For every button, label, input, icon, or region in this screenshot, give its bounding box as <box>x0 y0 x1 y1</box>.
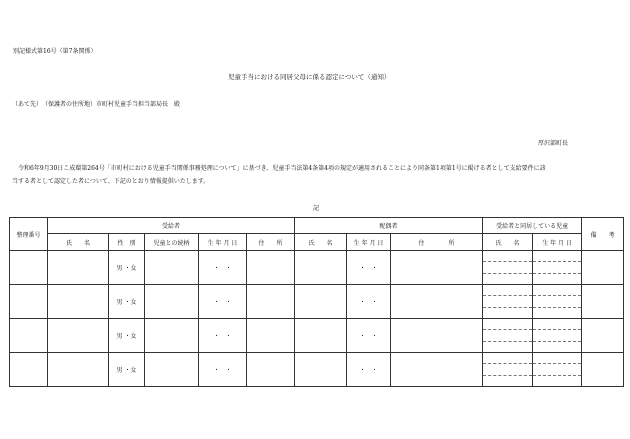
haigu-dob-cell[interactable]: ・ ・ <box>347 251 391 285</box>
seiri-cell[interactable] <box>10 319 48 353</box>
dokyo-name-cell[interactable] <box>483 285 533 319</box>
jukyu-dob-cell[interactable]: ・ ・ <box>199 285 247 319</box>
haigu-name-cell[interactable] <box>295 251 347 285</box>
jukyu-address-cell[interactable] <box>247 319 295 353</box>
document-title: 児童手当における同居父母に係る認定について（通知） <box>228 73 391 81</box>
jukyu-dob-cell[interactable]: ・ ・ <box>199 319 247 353</box>
dokyo-dob-cell[interactable] <box>533 251 582 285</box>
sub-jukyu-address: 住 所 <box>247 234 295 251</box>
sub-jukyu-relation: 児童との続柄 <box>145 234 199 251</box>
addressee: （あて先） （保護者の住所地）市町村児童手当担当部局長 殿 <box>12 101 181 108</box>
dokyo-dob-cell[interactable] <box>533 353 582 387</box>
jukyu-name-cell[interactable] <box>48 319 109 353</box>
jukyu-address-cell[interactable] <box>247 285 295 319</box>
haigu-name-cell[interactable] <box>295 285 347 319</box>
info-table <box>9 217 624 387</box>
sub-jukyu-name: 氏 名 <box>48 234 109 251</box>
biko-cell[interactable] <box>582 285 624 319</box>
table-row <box>10 251 624 285</box>
haigu-dob-cell[interactable]: ・ ・ <box>347 319 391 353</box>
jukyu-dob-cell[interactable]: ・ ・ <box>199 353 247 387</box>
relation-cell[interactable] <box>145 353 199 387</box>
jukyu-address-cell[interactable] <box>247 353 295 387</box>
sender: 厚沢部町長 <box>538 140 569 147</box>
body-line-1: 令和6年9月30日こ成環第264号「市町村における児童手当関係事務処理について」に基づき、児童手当法第4条第4項の規定が適用されることにより同条第1項第1号に掲げる者として支給要件に該 <box>18 165 546 172</box>
sub-haigu-name: 氏 名 <box>295 234 347 251</box>
table-row <box>10 285 624 319</box>
sub-dokyo-name: 氏 名 <box>483 234 533 251</box>
table-row <box>10 319 624 353</box>
dokyo-name-cell[interactable] <box>483 319 533 353</box>
relation-cell[interactable] <box>145 319 199 353</box>
seiri-cell[interactable] <box>10 285 48 319</box>
dokyo-dob-cell[interactable] <box>533 319 582 353</box>
header-biko: 備 考 <box>582 218 624 251</box>
dokyo-name-cell[interactable] <box>483 353 533 387</box>
gender-cell[interactable]: 男 ・女 <box>109 251 145 285</box>
dokyo-dob-cell[interactable] <box>533 285 582 319</box>
haigu-address-cell[interactable] <box>391 353 483 387</box>
sub-haigu-address: 住 所 <box>391 234 483 251</box>
haigu-name-cell[interactable] <box>295 353 347 387</box>
sub-jukyu-gender: 性 別 <box>109 234 145 251</box>
biko-cell[interactable] <box>582 251 624 285</box>
gender-cell[interactable]: 男 ・女 <box>109 285 145 319</box>
biko-cell[interactable] <box>582 319 624 353</box>
haigu-name-cell[interactable] <box>295 319 347 353</box>
header-seiri: 整理番号 <box>10 218 48 251</box>
ki-label: 記 <box>313 205 320 212</box>
haigu-dob-cell[interactable]: ・ ・ <box>347 285 391 319</box>
jukyu-address-cell[interactable] <box>247 251 295 285</box>
jukyu-dob-cell[interactable]: ・ ・ <box>199 251 247 285</box>
gender-cell[interactable]: 男 ・女 <box>109 319 145 353</box>
header-haigu: 配偶者 <box>295 218 483 234</box>
form-id: 別記様式第16号（第7条関係） <box>13 48 97 55</box>
seiri-cell[interactable] <box>10 353 48 387</box>
header-dokyo: 受給者と同居している児童 <box>483 218 582 234</box>
seiri-cell[interactable] <box>10 251 48 285</box>
sub-jukyu-dob: 生 年 月 日 <box>199 234 247 251</box>
relation-cell[interactable] <box>145 251 199 285</box>
table-row <box>10 353 624 387</box>
haigu-address-cell[interactable] <box>391 319 483 353</box>
jukyu-name-cell[interactable] <box>48 285 109 319</box>
haigu-address-cell[interactable] <box>391 285 483 319</box>
jukyu-name-cell[interactable] <box>48 353 109 387</box>
sub-dokyo-dob: 生 年 月 日 <box>533 234 582 251</box>
sub-haigu-dob: 生 年 月 日 <box>347 234 391 251</box>
body-line-2: 当する者として認定した者について、下記のとおり情報提供いたします。 <box>12 178 210 185</box>
dokyo-name-cell[interactable] <box>483 251 533 285</box>
header-jukyu: 受給者 <box>48 218 295 234</box>
jukyu-name-cell[interactable] <box>48 251 109 285</box>
biko-cell[interactable] <box>582 353 624 387</box>
haigu-dob-cell[interactable]: ・ ・ <box>347 353 391 387</box>
haigu-address-cell[interactable] <box>391 251 483 285</box>
relation-cell[interactable] <box>145 285 199 319</box>
gender-cell[interactable]: 男 ・女 <box>109 353 145 387</box>
